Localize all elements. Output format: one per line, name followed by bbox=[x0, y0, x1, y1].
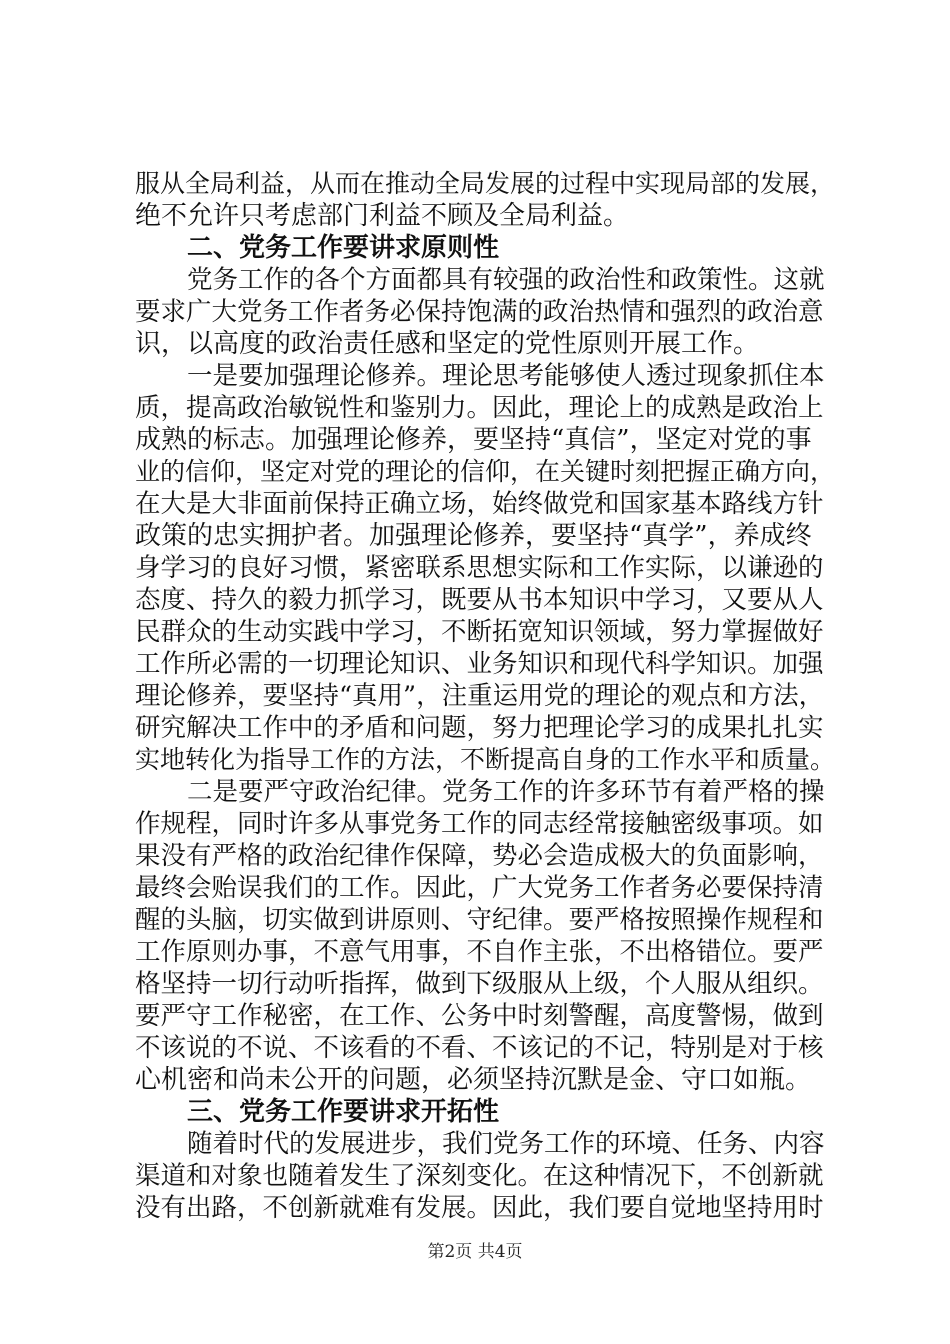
text-line: 识，以高度的政治责任感和坚定的党性原则开展工作。 bbox=[135, 329, 760, 359]
section-heading: 二、党务工作要讲求原则性 bbox=[187, 233, 500, 263]
text-line: 二是要严守政治纪律。党务工作的许多环节有着严格的操 bbox=[187, 777, 825, 807]
text-line: 随着时代的发展进步，我们党务工作的环境、任务、内容 bbox=[187, 1129, 825, 1159]
text-line: 一是要加强理论修养。理论思考能够使人透过现象抓住本 bbox=[187, 361, 825, 391]
text-line: 要严守工作秘密，在工作、公务中时刻警醒，高度警惕，做到 bbox=[135, 1001, 824, 1031]
text-line: 在大是大非面前保持正确立场，始终做党和国家基本路线方针 bbox=[135, 489, 824, 519]
text-line: 要求广大党务工作者务必保持饱满的政治热情和强烈的政治意 bbox=[135, 297, 824, 327]
text-line: 研究解决工作中的矛盾和问题，努力把理论学习的成果扎扎实 bbox=[135, 713, 824, 743]
text-line: 工作所必需的一切理论知识、业务知识和现代科学知识。加强 bbox=[135, 649, 824, 679]
text-line: 理论修养，要坚持“真用”，注重运用党的理论的观点和方法， bbox=[135, 681, 825, 711]
text-line: 格坚持一切行动听指挥，做到下级服从上级，个人服从组织。 bbox=[135, 969, 824, 999]
section-heading: 三、党务工作要讲求开拓性 bbox=[187, 1097, 500, 1127]
text-line: 工作原则办事，不意气用事，不自作主张，不出格错位。要严 bbox=[135, 937, 824, 967]
text-line: 最终会贻误我们的工作。因此，广大党务工作者务必要保持清 bbox=[135, 873, 824, 903]
document-body bbox=[135, 168, 835, 1224]
text-line: 党务工作的各个方面都具有较强的政治性和政策性。这就 bbox=[187, 265, 825, 295]
text-line: 没有出路，不创新就难有发展。因此，我们要自觉地坚持用时 bbox=[135, 1193, 824, 1223]
text-line: 态度、持久的毅力抓学习，既要从书本知识中学习，又要从人 bbox=[135, 585, 824, 615]
text-line: 醒的头脑，切实做到讲原则、守纪律。要严格按照操作规程和 bbox=[135, 905, 824, 935]
text-line: 业的信仰，坚定对党的理论的信仰，在关键时刻把握正确方向， bbox=[135, 457, 836, 486]
text-line: 服从全局利益，从而在推动全局发展的过程中实现局部的发展， bbox=[135, 169, 836, 198]
text-line: 渠道和对象也随着发生了深刻变化。在这种情况下，不创新就 bbox=[135, 1161, 824, 1191]
text-line: 民群众的生动实践中学习，不断拓宽知识领域，努力掌握做好 bbox=[135, 617, 824, 647]
text-line: 质，提高政治敏锐性和鉴别力。因此，理论上的成熟是政治上 bbox=[135, 393, 824, 423]
text-line: 作规程，同时许多从事党务工作的同志经常接触密级事项。如 bbox=[135, 809, 824, 839]
text-line: 政策的忠实拥护者。加强理论修养，要坚持“真学”，养成终 bbox=[135, 521, 812, 551]
text-line: 成熟的标志。加强理论修养，要坚持“真信”，坚定对党的事 bbox=[135, 425, 812, 455]
text-line: 不该说的不说、不该看的不看、不该记的不记，特别是对于核 bbox=[135, 1033, 824, 1063]
text-line: 果没有严格的政治纪律作保障，势必会造成极大的负面影响， bbox=[135, 841, 824, 871]
text-line: 绝不允许只考虑部门利益不顾及全局利益。 bbox=[135, 201, 630, 231]
page-footer: 第2页 共4页 bbox=[427, 1242, 523, 1262]
text-line: 实地转化为指导工作的方法，不断提高自身的工作水平和质量。 bbox=[135, 745, 836, 774]
text-line: 心机密和尚未公开的问题，必须坚持沉默是金、守口如瓶。 bbox=[135, 1065, 812, 1095]
text-line: 身学习的良好习惯，紧密联系思想实际和工作实际，以谦逊的 bbox=[135, 553, 824, 583]
